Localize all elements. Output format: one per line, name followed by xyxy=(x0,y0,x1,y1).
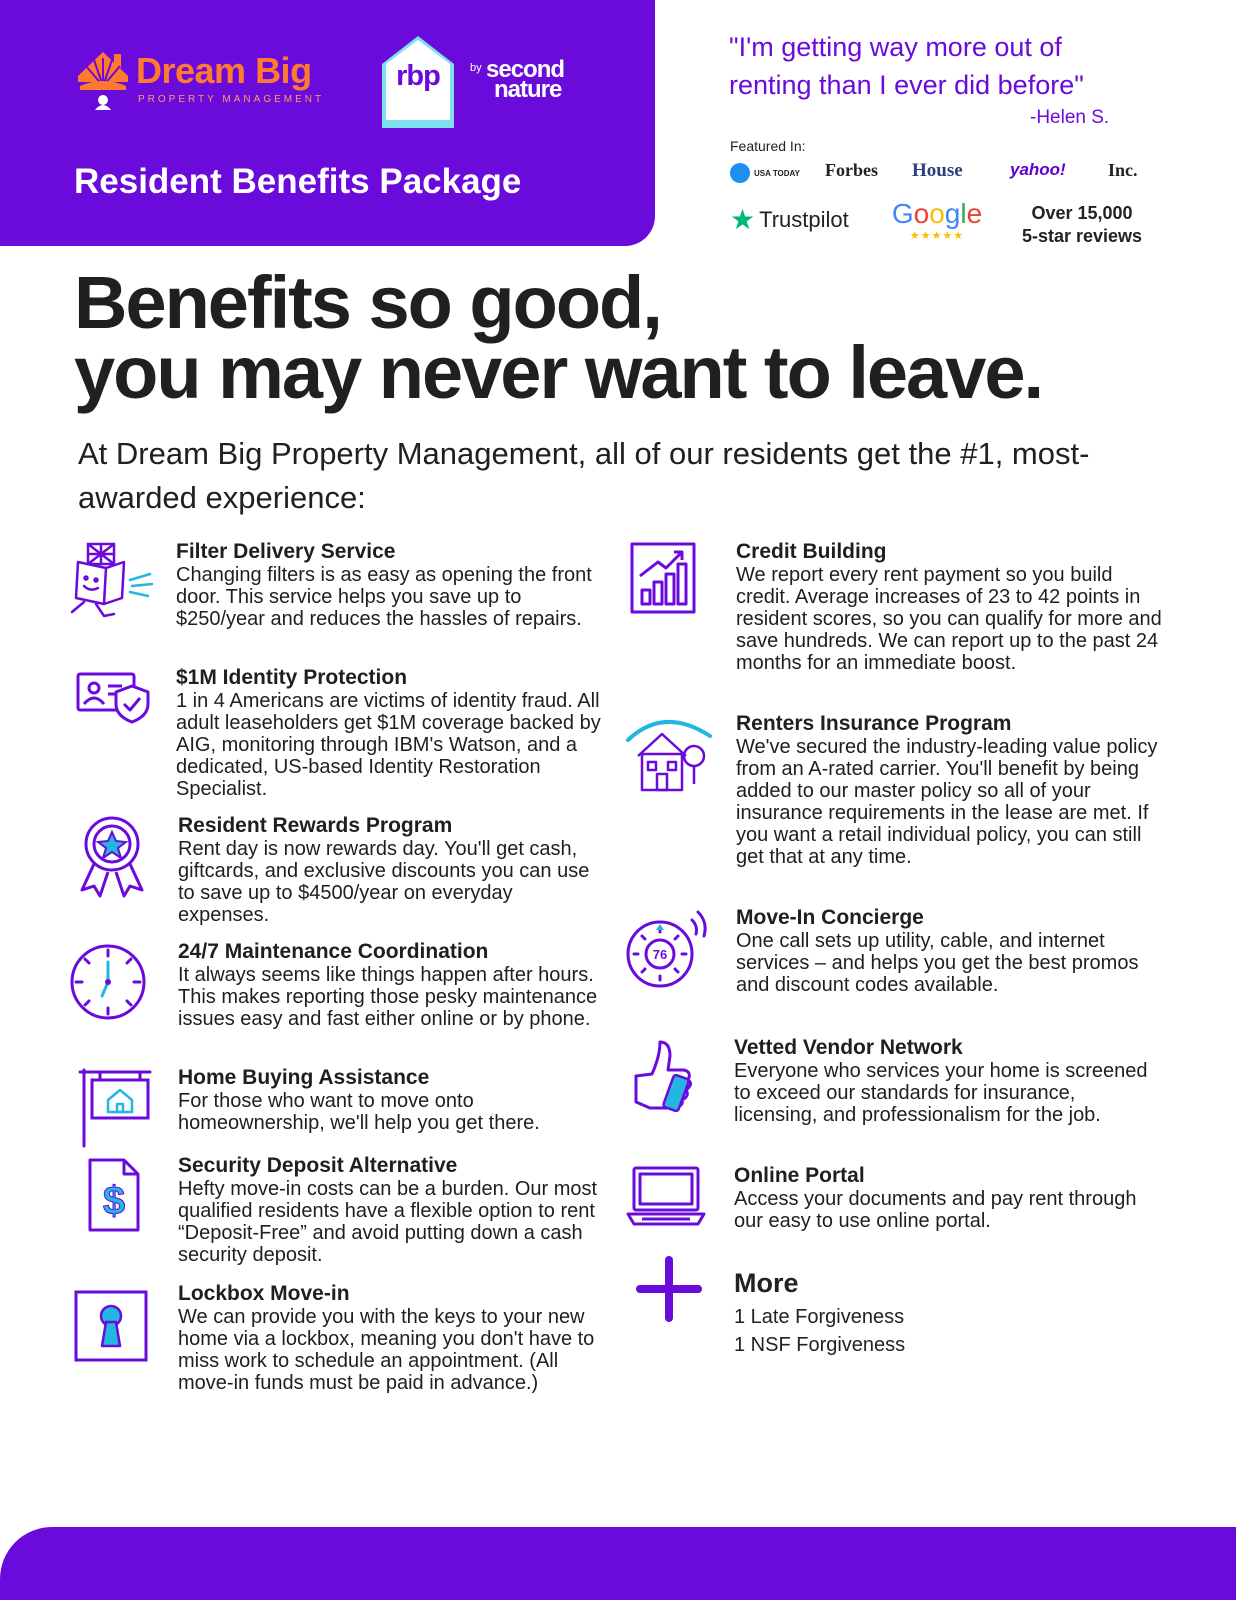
reviews-line1: Over 15,000 xyxy=(1031,203,1133,223)
more-title: More xyxy=(734,1268,799,1298)
rbp-logo-text: rbp xyxy=(396,60,440,92)
benefit-title: $1M Identity Protection xyxy=(176,666,408,689)
benefit-title: Renters Insurance Program xyxy=(736,712,1012,735)
thermostat-icon xyxy=(624,906,714,996)
benefit-credit-building xyxy=(624,540,1164,690)
benefit-title: 24/7 Maintenance Coordination xyxy=(178,940,489,963)
benefit-home-buying xyxy=(66,1066,606,1146)
clock-icon xyxy=(66,940,156,1030)
testimonial-quote: "I'm getting way more out of renting than I ever did before" xyxy=(729,32,1084,100)
svg-text:$: $ xyxy=(102,1179,126,1223)
more-item: 1 NSF Forgiveness xyxy=(734,1334,906,1356)
yahoo-logo: yahoo! xyxy=(1010,160,1066,179)
more-item: 1 Late Forgiveness xyxy=(734,1306,905,1328)
rbp-logo xyxy=(380,34,456,130)
partner-line1: second xyxy=(486,56,565,83)
benefit-desc: It always seems like things happen after hours. This makes reporting those pesky maintenance issues easy and fast either online or by phone. xyxy=(178,964,598,1030)
headline-line1: Benefits so good, xyxy=(74,261,661,344)
thumbs-up-icon xyxy=(624,1036,714,1126)
benefit-desc: Hefty move-in costs can be a burden. Our most qualified residents have a flexible option to rent “Deposit-Free” and avoid putting down a cash security deposit. xyxy=(178,1178,598,1266)
benefit-title: Online Portal xyxy=(734,1164,865,1187)
google-logo xyxy=(890,198,984,242)
benefit-maintenance xyxy=(66,940,606,1060)
benefit-desc: For those who want to move onto homeownership, we'll help you get there. xyxy=(178,1090,540,1134)
benefit-filter-delivery xyxy=(66,540,606,660)
google-stars: ★★★★★ xyxy=(909,230,965,242)
benefit-identity-protection xyxy=(66,666,606,800)
testimonial-author: -Helen S. xyxy=(1030,107,1110,128)
partner-line2: nature xyxy=(494,76,562,103)
filter-box-icon xyxy=(66,540,156,630)
house-sunburst-icon xyxy=(74,46,132,110)
forbes-logo: Forbes xyxy=(825,160,878,180)
award-ribbon-icon xyxy=(66,814,156,904)
benefit-title: Vetted Vendor Network xyxy=(734,1036,963,1059)
benefit-desc: Rent day is now rewards day. You'll get cash, giftcards, and exclusive discounts you can use to save up to $4500/year on everyday expenses. xyxy=(178,838,590,926)
reviews-line2: 5-star reviews xyxy=(1021,226,1143,246)
benefit-renters-insurance xyxy=(624,712,1164,892)
headline-line2: you may never want to leave. xyxy=(74,331,1043,414)
benefit-desc: We report every rent payment so you build credit. Average increases of 23 to 42 points in resident scores, so you can qualify for more and save hundreds. We can report up to the past 24 months for an immediate boost. xyxy=(736,564,1162,674)
benefit-lockbox xyxy=(66,1282,606,1422)
plus-icon xyxy=(636,1256,702,1322)
laptop-icon xyxy=(624,1164,714,1254)
footer-band xyxy=(0,1527,1236,1600)
benefit-title: Home Buying Assistance xyxy=(178,1066,430,1089)
trustpilot-star-icon: ★ xyxy=(730,204,756,235)
intro-text: At Dream Big Property Management, all of our residents get the #1, most-awarded experience: xyxy=(78,436,1090,515)
header-panel xyxy=(0,0,655,246)
reviews-count xyxy=(1002,202,1162,248)
benefit-desc: 1 in 4 Americans are victims of identity fraud. All adult leaseholders get $1M coverage backed by AIG, monitoring through IBM's Watson, and a dedicated, US-based Identity Restoration Specialist. xyxy=(176,690,601,800)
house-logo: House xyxy=(912,160,963,181)
benefit-desc: We can provide you with the keys to your new home via a lockbox, meaning you don't have to miss work to schedule an appointment. (All move-in funds must be paid in advance.) xyxy=(178,1306,595,1394)
benefit-move-in-concierge xyxy=(624,906,1164,1016)
benefit-title: Move-In Concierge xyxy=(736,906,924,929)
home-sign-icon xyxy=(66,1066,156,1156)
thermostat-reading: 76 xyxy=(652,947,668,962)
id-shield-icon xyxy=(66,666,156,756)
benefit-title: Lockbox Move-in xyxy=(178,1282,350,1305)
google-wordmark: Google xyxy=(891,198,983,229)
bar-chart-icon xyxy=(624,540,714,630)
inc-logo: Inc. xyxy=(1108,160,1138,180)
benefit-vetted-vendor xyxy=(624,1036,1164,1156)
benefit-title: Security Deposit Alternative xyxy=(178,1154,458,1177)
usa-today-text: USA TODAY xyxy=(754,168,800,178)
benefit-desc: Changing filters is as easy as opening the front door. This service helps you save up to $250/year and reduces the hassles of repairs. xyxy=(176,564,592,630)
benefit-title: Resident Rewards Program xyxy=(178,814,453,837)
usa-today-dot-icon xyxy=(730,163,750,183)
dollar-document-icon xyxy=(66,1154,156,1244)
featured-label: Featured In: xyxy=(730,138,806,154)
trustpilot-logo xyxy=(730,206,849,234)
headline xyxy=(74,261,1043,414)
benefit-title: Credit Building xyxy=(736,540,887,563)
benefit-resident-rewards xyxy=(66,814,606,934)
partner-by: by xyxy=(470,62,482,74)
company-name: Dream Big xyxy=(136,50,312,91)
package-title: Resident Benefits Package xyxy=(74,162,522,201)
keyhole-icon xyxy=(66,1282,156,1372)
company-subtitle: PROPERTY MANAGEMENT xyxy=(138,94,325,105)
trustpilot-text: Trustpilot xyxy=(759,207,849,232)
benefit-desc: One call sets up utility, cable, and internet services – and helps you get the best promos and discount codes available. xyxy=(736,930,1139,996)
insured-house-icon xyxy=(624,712,714,802)
benefit-desc: Access your documents and pay rent through our easy to use online portal. xyxy=(734,1188,1137,1232)
second-nature-logo xyxy=(470,58,590,108)
dream-big-logo xyxy=(74,46,354,110)
benefit-desc: We've secured the industry-leading value policy from an A-rated carrier. You'll benefit by being added to our master policy so all of your insurance requirements in the lease are met. If you want a retail individual policy, you can still get that at any time. xyxy=(736,736,1158,868)
usa-today-logo xyxy=(730,160,800,186)
benefit-desc: Everyone who services your home is screened to exceed our standards for insurance, licensing, and professionalism for the job. xyxy=(734,1060,1148,1126)
benefit-title: Filter Delivery Service xyxy=(176,540,396,563)
benefit-online-portal xyxy=(624,1164,1164,1244)
benefit-security-deposit xyxy=(66,1154,606,1264)
